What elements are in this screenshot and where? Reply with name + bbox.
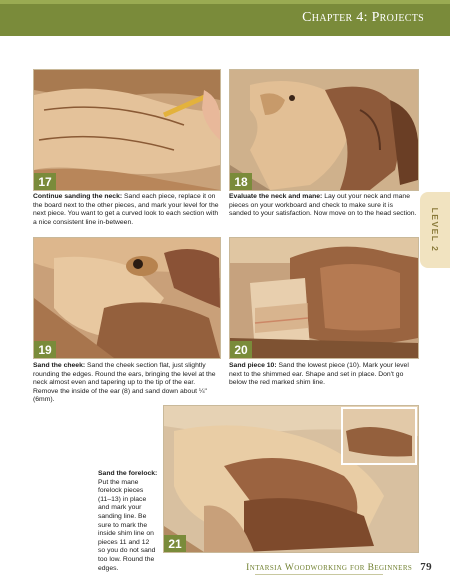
page-number: 79 — [420, 561, 432, 573]
caption-step-19 — [33, 362, 221, 405]
book-title: Intarsia Woodworking for Beginners — [246, 563, 413, 573]
step-number-badge: 21 — [164, 535, 186, 552]
photo-step-18 — [229, 69, 419, 191]
caption-title: Sand the forelock: — [98, 470, 158, 477]
caption-body: Put the mane forelock pieces (11–13) in place and mark your sanding line. Be sure to mark the inside shim line on pieces 11 and 12 so you do not sand too low. Round the edges. — [98, 478, 156, 572]
chapter-header-bar — [0, 0, 450, 36]
step-number-badge: 20 — [230, 341, 252, 358]
page-footer — [246, 561, 432, 573]
step-number-badge: 17 — [34, 173, 56, 190]
header-stripe — [0, 0, 450, 4]
caption-body: Sand the lowest piece (10). Mark your level next to the shimmed ear. Shape and set in place. Don't go below the red marked shim line. — [229, 362, 409, 387]
chapter-title: Chapter 4: Projects — [302, 10, 424, 25]
footer-rule — [255, 574, 383, 575]
level-side-tab — [420, 192, 450, 268]
step-number-badge: 19 — [34, 341, 56, 358]
caption-title: Sand piece 10: — [229, 362, 277, 369]
level-label: LEVEL 2 — [430, 207, 440, 253]
caption-title: Evaluate the neck and mane: — [229, 193, 323, 200]
caption-step-17 — [33, 193, 221, 227]
caption-body: Sand each piece, replace it on the board next to the other pieces, and mark your level for the next piece. You want to get a curved look to each section with a nice consistent line in-between. — [33, 193, 219, 226]
caption-step-20 — [229, 362, 417, 388]
photo-step-20 — [229, 237, 419, 359]
caption-body: Lay out your neck and mane pieces on your workboard and check to make sure it is sanded to your satisfaction. Now move on to the head section. — [229, 193, 417, 218]
caption-title: Sand the cheek: — [33, 362, 86, 369]
caption-body: Sand the cheek section flat, just slightly rounding the edges. Round the ears, bringing the level at the neck almost even and tapering up to the tip of the ear. Remove the inside of the ear (8) and sand down about ¼" (6mm). — [33, 362, 216, 404]
caption-step-21 — [98, 470, 158, 573]
step-number-badge: 18 — [230, 173, 252, 190]
caption-step-18 — [229, 193, 417, 219]
photo-step-21 — [163, 405, 419, 553]
photo-step-17 — [33, 69, 221, 191]
caption-title: Continue sanding the neck: — [33, 193, 123, 200]
photo-step-19 — [33, 237, 221, 359]
